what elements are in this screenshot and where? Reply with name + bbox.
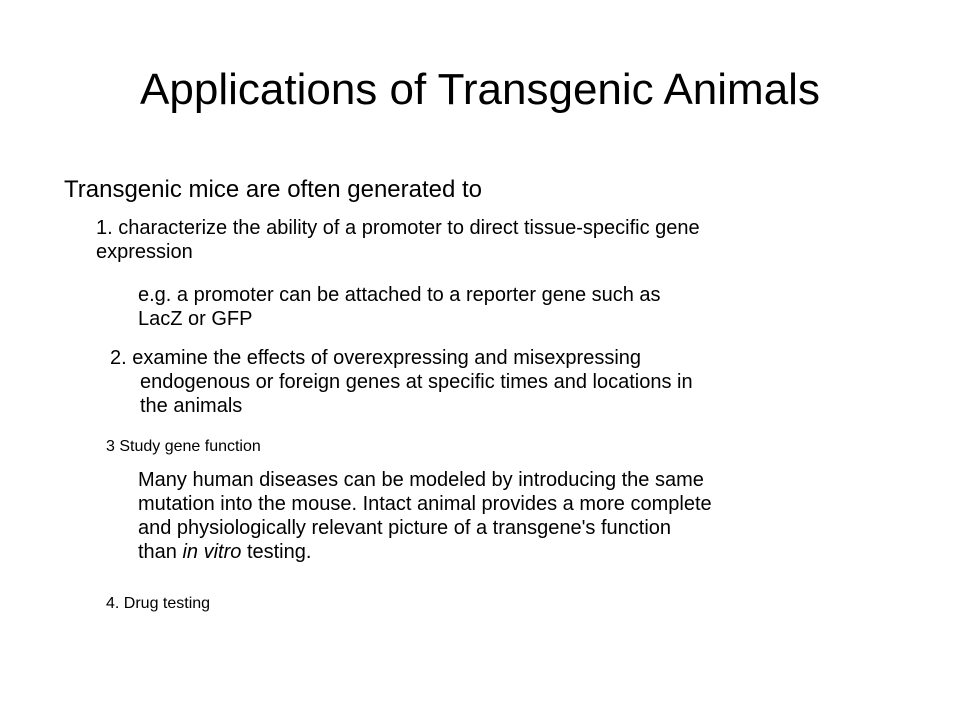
list-item-1-line-1: 1. characterize the ability of a promoter to direct tissue-specific gene (96, 217, 700, 239)
disease-model-line-2: mutation into the mouse. Intact animal provides a more complete (138, 493, 712, 515)
disease-model-text (138, 468, 712, 564)
slide-title: Applications of Transgenic Animals (140, 65, 820, 114)
list-item-2-line-1: 2. examine the effects of overexpressing and misexpressing (110, 347, 642, 369)
example-line-1: e.g. a promoter can be attached to a reporter gene such as (138, 284, 661, 306)
disease-model-line-3: and physiologically relevant picture of a transgene's function (138, 517, 672, 539)
disease-model-line-4-start: than (138, 541, 183, 563)
disease-model-line-4-end: testing. (241, 541, 312, 563)
list-item-1-line-2: expression (96, 241, 193, 263)
list-item-2 (110, 346, 693, 418)
intro-text: Transgenic mice are often generated to (64, 176, 483, 203)
list-item-3: 3 Study gene function (106, 438, 261, 455)
in-vitro-italic: in vitro (182, 541, 242, 563)
list-item-1 (96, 216, 700, 264)
example-text (138, 283, 661, 331)
example-line-2: LacZ or GFP (138, 308, 253, 330)
disease-model-line-1: Many human diseases can be modeled by introducing the same (138, 469, 704, 491)
list-item-4: 4. Drug testing (106, 595, 211, 612)
disease-model-line-4 (138, 540, 712, 564)
list-item-2-line-2: endogenous or foreign genes at specific times and locations in (140, 371, 693, 393)
list-item-2-line-3: the animals (140, 395, 243, 417)
